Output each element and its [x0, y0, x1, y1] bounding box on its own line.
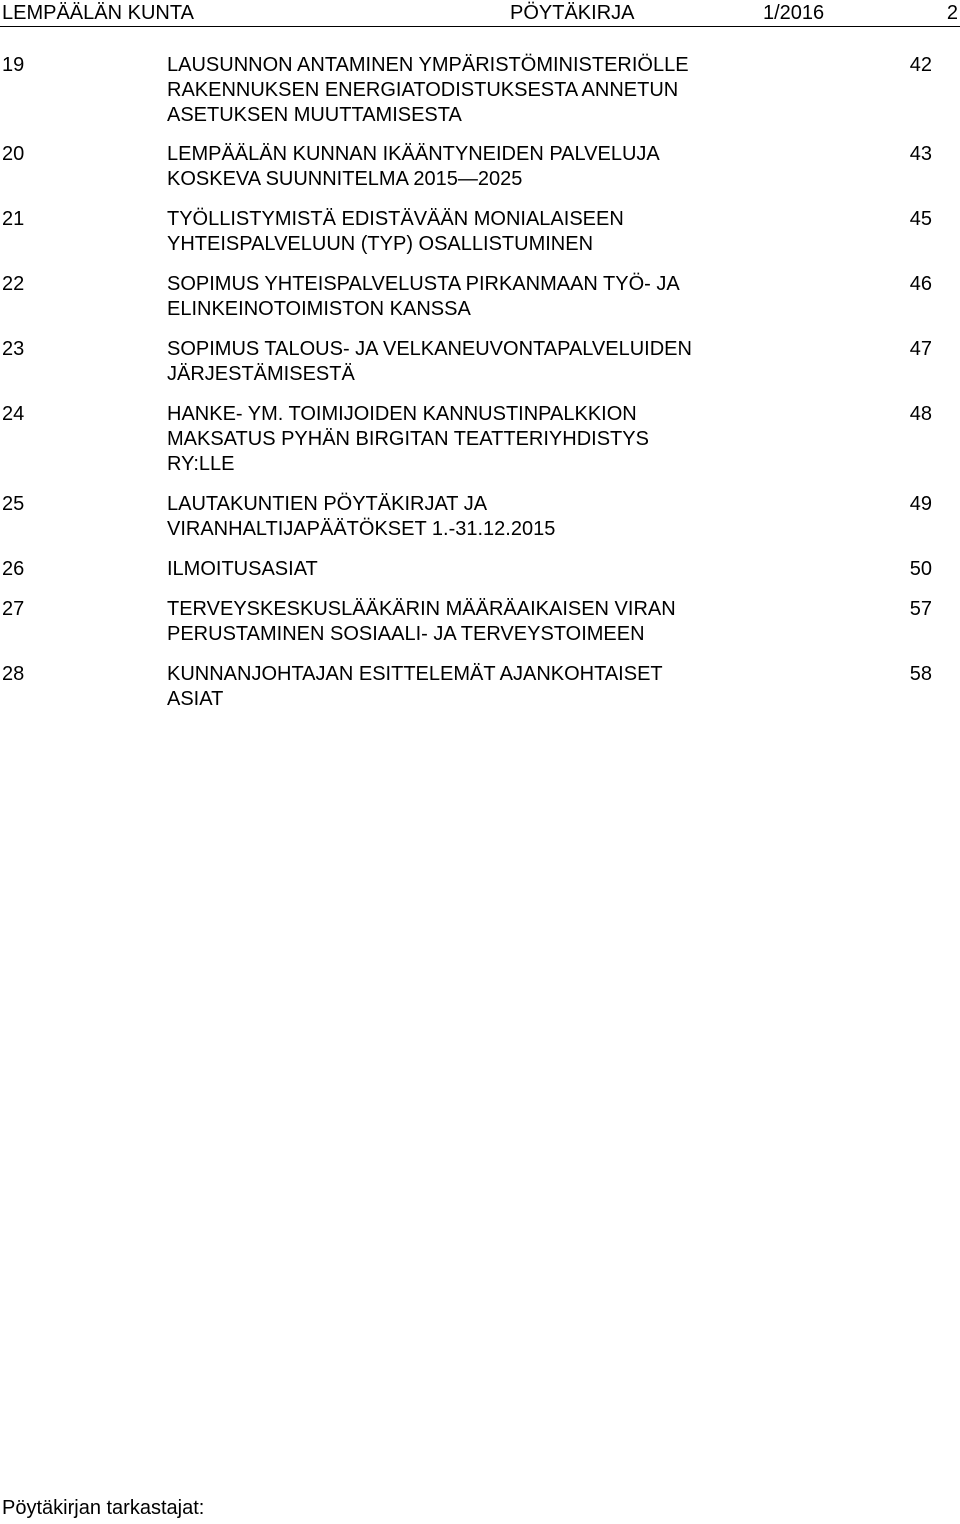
toc-item-title: [167, 337, 767, 387]
toc-item-title: [167, 557, 767, 582]
toc-item-page: 50: [909, 558, 932, 580]
toc-item-page: 48: [909, 403, 932, 425]
toc-item-page: 49: [909, 493, 932, 515]
toc-item-title-line: ASIAT: [167, 688, 224, 710]
toc-item-number: 25: [2, 493, 25, 515]
toc-item-page: 43: [909, 143, 932, 165]
toc-item-number: 23: [2, 338, 25, 360]
toc-item-number: 28: [2, 663, 25, 685]
toc-item-title-line: RY:LLE: [167, 453, 235, 475]
toc-item-title-line: LEMPÄÄLÄN KUNNAN IKÄÄNTYNEIDEN PALVELUJA: [167, 143, 660, 165]
footer-reviewers-label: Pöytäkirjan tarkastajat:: [2, 1497, 205, 1519]
toc-item-title-line: MAKSATUS PYHÄN BIRGITAN TEATTERIYHDISTYS: [167, 428, 649, 450]
toc-item-number: 19: [2, 54, 25, 76]
toc-item-title: [167, 207, 767, 257]
toc-item-title: [167, 272, 767, 322]
toc-item-title: [167, 53, 767, 128]
toc-item-title: [167, 597, 767, 647]
toc-item-number: 26: [2, 558, 25, 580]
toc-item-title-line: JÄRJESTÄMISESTÄ: [167, 363, 355, 385]
toc-item-title-line: RAKENNUKSEN ENERGIATODISTUKSESTA ANNETUN: [167, 79, 679, 101]
municipality-name: LEMPÄÄLÄN KUNTA: [2, 2, 194, 24]
toc-item-number: 27: [2, 598, 25, 620]
toc-item-title-line: KOSKEVA SUUNNITELMA 2015—2025: [167, 168, 523, 190]
toc-item-title-line: TYÖLLISTYMISTÄ EDISTÄVÄÄN MONIALAISEEN: [167, 208, 624, 230]
toc-item-page: 42: [909, 54, 932, 76]
toc-item-page: 47: [909, 338, 932, 360]
toc-item-title-line: ASETUKSEN MUUTTAMISESTA: [167, 104, 462, 126]
toc-item-page: 45: [909, 208, 932, 230]
toc-item-title-line: ILMOITUSASIAT: [167, 558, 318, 580]
toc-item-number: 22: [2, 273, 25, 295]
page-header: [0, 0, 960, 27]
toc-item-number: 21: [2, 208, 25, 230]
toc-item-title-line: LAUTAKUNTIEN PÖYTÄKIRJAT JA: [167, 493, 488, 515]
toc-item-page: 57: [909, 598, 932, 620]
toc-item-title: [167, 402, 767, 477]
toc-item-page: 46: [909, 273, 932, 295]
toc-item-title-line: LAUSUNNON ANTAMINEN YMPÄRISTÖMINISTERIÖLLE: [167, 54, 689, 76]
toc-item-number: 20: [2, 143, 25, 165]
toc-item-title-line: SOPIMUS YHTEISPALVELUSTA PIRKANMAAN TYÖ- JA: [167, 273, 680, 295]
document-type: PÖYTÄKIRJA: [510, 2, 635, 24]
toc-item-title: [167, 492, 767, 542]
toc-item-title-line: TERVEYSKESKUSLÄÄKÄRIN MÄÄRÄAIKAISEN VIRAN: [167, 598, 676, 620]
page-number: 2: [946, 2, 958, 24]
toc-item-title-line: YHTEISPALVELUUN (TYP) OSALLISTUMINEN: [167, 233, 594, 255]
toc-item-title: [167, 662, 767, 712]
toc-item-title: [167, 142, 767, 192]
toc-item-title-line: KUNNANJOHTAJAN ESITTELEMÄT AJANKOHTAISET: [167, 663, 663, 685]
toc-item-number: 24: [2, 403, 25, 425]
toc-item-title-line: PERUSTAMINEN SOSIAALI- JA TERVEYSTOIMEEN: [167, 623, 645, 645]
toc-item-title-line: ELINKEINOTOIMISTON KANSSA: [167, 298, 471, 320]
toc-item-page: 58: [909, 663, 932, 685]
toc-item-title-line: VIRANHALTIJAPÄÄTÖKSET 1.-31.12.2015: [167, 518, 556, 540]
toc-item-title-line: SOPIMUS TALOUS- JA VELKANEUVONTAPALVELUIDEN: [167, 338, 692, 360]
document-number: 1/2016: [763, 2, 825, 24]
toc-item-title-line: HANKE- YM. TOIMIJOIDEN KANNUSTINPALKKION: [167, 403, 637, 425]
